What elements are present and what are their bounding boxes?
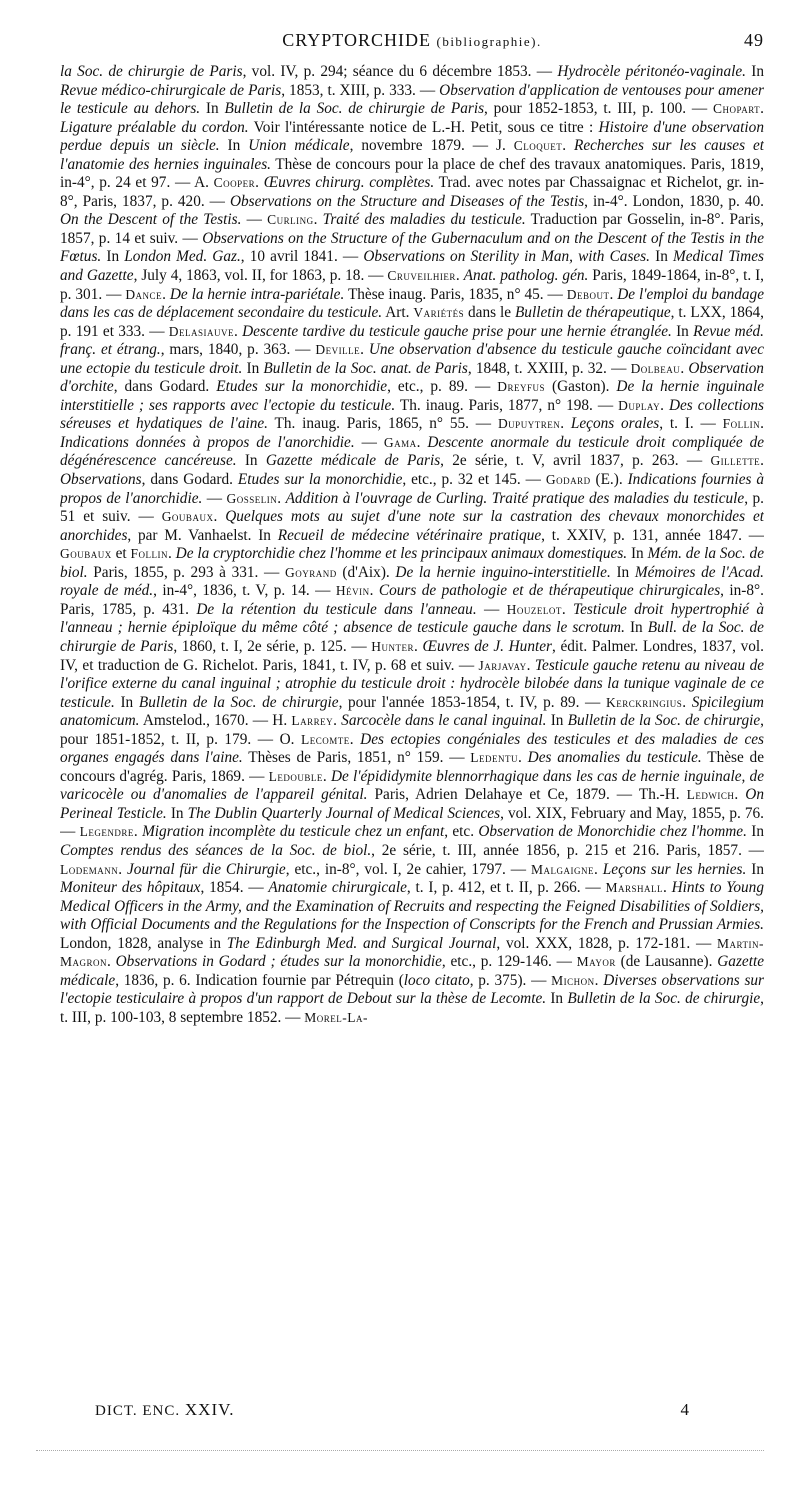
author-name: Morel-La- xyxy=(304,1009,369,1025)
author-name: Malgaigne xyxy=(531,861,595,877)
italic-title: Etudes sur la monorchidie xyxy=(216,378,388,396)
citation-text: . xyxy=(234,322,243,340)
citation-text: . xyxy=(360,341,369,359)
author-name: Kerckringius xyxy=(606,694,683,710)
italic-title: De la hernie inguinale interstitielle ; ses rapports avec l'ectopie du testicule. xyxy=(60,378,764,414)
citation-text: In xyxy=(242,359,264,377)
citation-text: , p. 375). — xyxy=(469,971,552,989)
citation-text: In xyxy=(745,63,764,80)
citation-text: , t. III, p. 100-103, 8 septembre 1852. — xyxy=(60,990,764,1026)
citation-text: , p. 51 et suiv. — xyxy=(60,489,764,526)
italic-title: Des anomalies du testicule. xyxy=(527,749,702,767)
citation-text: In xyxy=(610,563,635,581)
citation-text: , etc. xyxy=(444,823,479,841)
citation-text: . xyxy=(167,545,176,563)
author-name: Larrey xyxy=(291,713,334,729)
italic-title: Moniteur des hôpitaux xyxy=(60,879,201,897)
italic-title: Revue méd. franç. et étrang. xyxy=(60,322,764,359)
citation-text: . xyxy=(369,582,379,600)
italic-title: Observations xyxy=(60,471,142,489)
italic-title: Spicilegium anatomicum. xyxy=(60,693,764,730)
italic-title: loco citato xyxy=(403,971,470,989)
citation-text: In xyxy=(219,137,249,155)
citation-text: Traduction par Gosselin, in-8°. Paris, 1857, p. 14 et suiv. — xyxy=(60,211,764,247)
italic-title: Des collections séreuses et hydatiques de l'aine. xyxy=(60,396,764,433)
italic-title: Testicule droit hypertrophié à l'anneau ; hernie épiploïque du même côté ; absence de testicule gauche dans le scrotum. xyxy=(60,600,764,637)
citation-text: . xyxy=(594,860,603,878)
citation-text: , t. XXIV, p. 131, année 1847. — xyxy=(541,526,764,544)
header-title: CRYPTORCHIDE xyxy=(282,30,431,50)
citation-text: et xyxy=(111,545,131,563)
citation-text: , 1853, t. XIII, p. 333. — xyxy=(281,81,440,99)
citation-text: Art. xyxy=(382,304,414,322)
citation-text: . xyxy=(760,100,764,118)
italic-title: Migration incomplète du testicule chez un enfant xyxy=(142,823,445,841)
author-name: Mayor xyxy=(576,954,616,970)
citation-text: . xyxy=(562,137,574,155)
running-header xyxy=(60,30,764,56)
italic-title: De la hernie inguino-interstitielle. xyxy=(395,563,611,581)
citation-text: . xyxy=(518,749,528,767)
author-name: Gillette xyxy=(710,453,761,469)
citation-text: , vol. XIX, February and May, 1855, p. 76. — xyxy=(60,804,764,841)
citation-text: . xyxy=(213,508,226,526)
citation-text: In xyxy=(200,100,225,118)
citation-text: , 1860, t. I, 2e série, p. 125. — xyxy=(173,637,372,655)
citation-text: . xyxy=(662,879,672,897)
citation-text: Paris, 1855, p. 293 à 331. — xyxy=(87,563,285,581)
citation-text: . xyxy=(760,415,764,433)
italic-title: Œuvres de J. Hunter xyxy=(422,637,552,655)
italic-title: Bulletin de thérapeutique xyxy=(514,304,671,322)
italic-title: Medical Times and Gazette xyxy=(60,248,764,285)
author-name: Gosselin xyxy=(226,490,278,506)
italic-title: Recueil de médecine vétérinaire pratique xyxy=(277,526,542,544)
italic-title: Hints to Young Medical Officers in the Army, and the Examination of Recruits and respecting the Feigned Disabilities of Soldiers, with Official Documents and the Regulations for the Inspection of Conscripts for the French and Prussian Armies. xyxy=(60,879,764,934)
citation-text: , pour l'année 1853-1854, t. IV, p. 89. — xyxy=(338,693,606,711)
italic-title: The Edinburgh Med. and Surgical Journal xyxy=(226,934,497,952)
author-name: Ledentu xyxy=(470,750,519,766)
italic-title: Observations on the Structure and Diseases of the Testis xyxy=(229,192,585,210)
citation-text: . xyxy=(760,452,764,470)
italic-title: De l'épididymite blennorrhagique dans les cas de hernie inguinale, de varicocèle ou d'anomalies de l'appareil génital. xyxy=(60,767,764,804)
citation-text: . xyxy=(107,953,116,971)
citation-text: . xyxy=(594,971,604,989)
citation-text: (d'Aix). xyxy=(336,563,396,581)
citation-text: . xyxy=(560,415,571,433)
italic-title: Comptes rendus des séances de la Soc. de biol. xyxy=(60,841,372,859)
author-name: Follin xyxy=(130,546,168,562)
italic-title: Observation de Monorchidie chez l'homme. xyxy=(478,823,747,841)
italic-title: Testicule gauche retenu au niveau de l'orifice externe du canal inguinal ; atrophie du testicule droit : hydrocèle bilobée dans la tunique vaginale de ce testicule. xyxy=(60,656,764,711)
citation-text: , dans Godard. xyxy=(141,471,238,489)
author-name: Cruveilhier xyxy=(387,268,456,284)
italic-title: Hydrocèle péritonéo-vaginale. xyxy=(557,63,746,80)
citation-text: (de Lausanne). xyxy=(615,953,718,971)
italic-title: Union médicale xyxy=(248,137,350,155)
citation-text: . xyxy=(162,285,170,303)
italic-title: Journal für die Chirurgie xyxy=(127,860,286,878)
author-name: Lodemann xyxy=(60,861,119,877)
author-name: Goyrand xyxy=(284,564,337,580)
citation-text: . xyxy=(682,693,692,711)
italic-title: Bull. de la Soc. de chirurgie de Paris xyxy=(60,619,764,655)
italic-title: Bulletin de la Soc. de chirurgie de Paris xyxy=(224,100,485,118)
signature-mark xyxy=(95,1400,234,1420)
citation-text: , 10 avril 1841. — xyxy=(240,248,364,266)
running-title xyxy=(60,30,764,51)
citation-text: — xyxy=(476,600,507,618)
citation-text: London, 1828, analyse in xyxy=(60,934,227,952)
header-subtitle: (bibliographie). xyxy=(436,34,542,49)
italic-title: Leçons orales xyxy=(570,415,660,433)
italic-title: Observation d'orchite xyxy=(60,359,764,396)
author-name: Debout xyxy=(566,286,610,302)
citation-text: , etc., p. 32 et 145. — xyxy=(402,471,546,489)
citation-text: dans le xyxy=(464,304,515,322)
author-name: Dreyfus xyxy=(497,379,546,395)
bottom-dotted-rule xyxy=(36,1450,764,1453)
italic-title: Mém. de la Soc. de biol. xyxy=(60,545,764,581)
citation-text: . xyxy=(333,712,342,730)
citation-text: . xyxy=(660,396,669,414)
italic-title: Mémoires de l'Acad. royale de méd. xyxy=(60,563,764,600)
italic-title: London Med. Gaz. xyxy=(124,248,241,266)
italic-title: Etudes sur la monorchidie xyxy=(237,471,403,489)
italic-title: Bulletin de la Soc. anat. de Paris xyxy=(263,359,468,377)
citation-text: , pour 1852-1853, t. III, p. 100. — xyxy=(484,100,714,118)
citation-text: In xyxy=(236,452,266,470)
citation-text: In xyxy=(627,545,648,563)
author-name: Cooper xyxy=(213,175,256,191)
citation-text: In xyxy=(114,693,139,711)
italic-title: Indications données à propos de l'anorchidie. xyxy=(60,433,355,451)
italic-title: Observation d'application de ventouses pour amener le testicule au dehors. xyxy=(60,81,764,118)
italic-title: Gazette médicale xyxy=(60,953,764,989)
citation-text: . xyxy=(609,285,618,303)
author-name: Goubaux xyxy=(161,509,214,525)
citation-text: , 2e série, t. V, avril 1837, p. 263. — xyxy=(440,452,711,470)
citation-text: Amstelod., 1670. — H. xyxy=(139,712,292,730)
italic-title: On Perineal Testicle. xyxy=(60,786,764,822)
italic-title: De la rétention du testicule dans l'anneau. xyxy=(196,600,477,618)
page-number: 49 xyxy=(744,30,764,50)
signature-text: DICT. ENC. xyxy=(95,1403,181,1419)
author-name: Chopart xyxy=(713,101,761,117)
author-name: Legendre xyxy=(79,824,134,840)
citation-text: , pour 1851-1852, t. II, p. 179. — O. xyxy=(60,712,764,748)
citation-text: Paris, 1849-1864, in-8°, t. I, p. 301. — xyxy=(60,267,764,303)
citation-text: , in-8°. Paris, 1785, p. 431. xyxy=(60,582,764,618)
author-name: Godard xyxy=(545,472,591,488)
citation-text: , dans Godard. xyxy=(113,378,217,396)
author-name: Curling xyxy=(267,212,314,228)
italic-title: Quelques mots au sujet d'une note sur la castration des chevaux monorchides et anorchides xyxy=(60,508,764,544)
signature-volume: XXIV. xyxy=(184,1400,235,1419)
italic-title: Anat. patholog. gén. xyxy=(463,267,589,285)
italic-title: De l'emploi du bandage dans les cas de déplacement secondaire du testicule. xyxy=(60,285,764,322)
author-name: Ledouble xyxy=(268,768,323,784)
italic-title: On the Descent of the Testis. xyxy=(60,211,242,229)
author-name: Marshall xyxy=(605,880,663,896)
citation-text: , etc., p. 89. — xyxy=(387,378,498,396)
citation-text: In xyxy=(546,990,568,1008)
author-name: Variétés xyxy=(413,305,465,321)
citation-text: , in-4°. London, 1830, p. 40. xyxy=(584,192,764,210)
author-name: Lecomte xyxy=(301,731,350,747)
citation-text: (E.). xyxy=(590,471,628,489)
citation-text: . xyxy=(680,359,689,377)
citation-text: , etc., p. 129-146. — xyxy=(441,953,577,971)
citation-text: — xyxy=(202,489,227,507)
citation-text: In xyxy=(746,860,764,878)
italic-title: Recherches sur les causes et l'anatomie des hernies inguinales. xyxy=(60,137,764,173)
citation-text: , vol. XXX, 1828, p. 172-181. — xyxy=(496,934,718,952)
citation-text: . xyxy=(734,786,746,804)
citation-text: , vol. IV, p. 294; séance du 6 décembre 1853. — xyxy=(242,63,558,80)
citation-text: Thèse de concours d'agrég. Paris, 1869. — xyxy=(60,749,764,785)
citation-text: , 2e série, t. III, année 1856, p. 215 et 216. Paris, 1857. — xyxy=(371,841,764,859)
italic-title: Histoire d'une observation perdue depuis un siècle. xyxy=(60,118,764,155)
italic-title: la Soc. de chirurgie de Paris xyxy=(60,63,243,80)
citation-text: In xyxy=(649,248,673,266)
citation-text: In xyxy=(746,823,764,841)
italic-title: Observations on Sterility in Man, with Cases. xyxy=(363,248,650,266)
author-name: Houzelot xyxy=(506,601,562,617)
citation-text: Th. inaug. Paris, 1865, n° 55. — xyxy=(267,415,498,433)
citation-text: . xyxy=(455,267,464,285)
italic-title: De la hernie intra-pariétale. xyxy=(169,285,345,303)
author-name: Goubaux xyxy=(60,546,112,562)
citation-text: In xyxy=(624,619,648,637)
italic-title: Des ectopies congéniales des testicules et des maladies de ces organes engagés dans l'aine. xyxy=(60,730,764,767)
sheet-number: 4 xyxy=(680,1400,690,1419)
author-name: Deville xyxy=(315,342,361,358)
citation-text: . xyxy=(561,600,573,618)
italic-title: Œuvres chirurg. complètes. xyxy=(263,174,435,192)
citation-text: , t. LXX, 1864, p. 191 et 333. — xyxy=(60,304,764,340)
author-name: Ledwich xyxy=(686,787,735,803)
citation-text: , etc., in-8°, vol. I, 2e cahier, 1797. — xyxy=(285,860,532,878)
author-name: Duplay xyxy=(618,397,661,413)
citation-text: In xyxy=(166,804,188,822)
citation-text: . xyxy=(414,637,423,655)
citation-text: . xyxy=(255,174,264,192)
author-name: Dupuytren xyxy=(497,416,561,432)
citation-text: Thèse de concours pour la place de chef des travaux anatomiques. Paris, 1819, in-4°, p. 24 et 97. — A. xyxy=(60,155,764,192)
bibliography-paragraph xyxy=(60,63,764,1027)
citation-text: . xyxy=(349,730,361,748)
citation-text: , t. I. — xyxy=(659,415,723,433)
citation-text: — xyxy=(241,211,268,229)
citation-text: In xyxy=(671,322,694,340)
italic-title: Cours de pathologie et de thérapeutique chirurgicales xyxy=(378,582,721,600)
page-footer xyxy=(95,1400,690,1424)
citation-text: In xyxy=(546,712,568,730)
italic-title: De la cryptorchidie chez l'homme et les principaux animaux domestiques. xyxy=(175,545,628,563)
citation-text: , 1854. — xyxy=(200,879,269,897)
citation-text: , novembre 1879. — J. xyxy=(349,137,514,155)
citation-text: , 1836, p. 6. Indication fournie par Pétrequin ( xyxy=(115,971,404,989)
author-name: Hévin xyxy=(335,583,370,599)
author-name: Dance xyxy=(125,286,163,302)
italic-title: Bulletin de la Soc. de chirurgie xyxy=(138,693,339,711)
citation-text: . xyxy=(313,211,323,229)
citation-text: . xyxy=(277,489,286,507)
citation-text: , July 4, 1863, vol. II, for 1863, p. 18. — xyxy=(133,267,388,285)
italic-title: Ligature préalable du cordon. xyxy=(60,118,249,136)
citation-text: Paris, Adrien Delahaye et Ce, 1879. — Th.-H. xyxy=(367,786,687,804)
citation-text: , t. I, p. 412, et t. II, p. 266. — xyxy=(406,879,606,897)
citation-text: . xyxy=(118,860,128,878)
citation-text: , par M. Vanhaelst. In xyxy=(127,526,278,544)
citation-text: . xyxy=(416,433,428,451)
italic-title: Anatomie chirurgicale xyxy=(268,879,407,897)
citation-text: Thèse inaug. Paris, 1835, n° 45. — xyxy=(344,285,567,303)
italic-title: Une observation d'absence du testicule gauche coïncidant avec une ectopie du testicule droit. xyxy=(60,341,764,377)
citation-text: Th. inaug. Paris, 1877, n° 198. — xyxy=(395,396,619,414)
italic-title: Descente anormale du testicule droit compliquée de dégénérescence cancéreuse. xyxy=(60,433,764,470)
italic-title: Descente tardive du testicule gauche prise pour une hernie étranglée. xyxy=(242,322,672,340)
author-name: Follin xyxy=(722,416,761,432)
italic-title: Leçons sur les hernies. xyxy=(602,860,747,878)
citation-text: , 1848, t. XXIII, p. 32. — xyxy=(467,359,631,377)
author-name: Hunter xyxy=(371,638,415,654)
author-name: Martin-Magron xyxy=(60,935,764,970)
author-name: Michon xyxy=(551,972,595,988)
citation-text: — xyxy=(354,433,384,451)
italic-title: Observations on the Structure of the Gubernaculum and on the Descent of the Testis in the Fœtus. xyxy=(60,229,764,266)
italic-title: Bulletin de la Soc. de chirurgie xyxy=(567,712,761,730)
bibliography-text xyxy=(60,63,764,1373)
citation-text: . xyxy=(133,823,143,841)
citation-text: , édit. Palmer. Londres, 1837, vol. IV, et traduction de G. Richelot. Paris, 1841, t. IV, p. 68 et suiv. — xyxy=(60,637,764,674)
italic-title: The Dublin Quarterly Journal of Medical Sciences xyxy=(187,804,501,822)
citation-text: Thèses de Paris, 1851, n° 159. — xyxy=(242,749,471,767)
italic-title: Traité des maladies du testicule. xyxy=(322,211,526,229)
author-name: Cloquet xyxy=(513,138,563,154)
author-name: Jarjavay xyxy=(478,657,527,673)
italic-title: Bulletin de la Soc. de chirurgie xyxy=(567,990,761,1008)
italic-title: Diverses observations sur l'ectopie testiculaire à propos d'un rapport de Debout sur la thèse de Lecomte. xyxy=(60,971,764,1008)
citation-text: , mars, 1840, p. 363. — xyxy=(160,341,316,359)
citation-text: (Gaston). xyxy=(545,378,617,396)
citation-text: . xyxy=(322,767,331,785)
author-name: Dolbeau xyxy=(630,360,681,376)
italic-title: Revue médico-chirurgicale de Paris xyxy=(60,81,282,99)
author-name: Gama xyxy=(383,434,417,450)
author-name: Delasiauve xyxy=(168,323,235,339)
citation-text: Voir l'intéressante notice de L.-H. Petit, sous ce titre : xyxy=(248,118,599,136)
italic-title: Observations in Godard ; études sur la monorchidie xyxy=(115,953,442,971)
italic-title: Traité pratique des maladies du testicule xyxy=(491,489,745,507)
citation-text: , in-4°, 1836, t. V, p. 14. — xyxy=(153,582,336,600)
citation-text: In xyxy=(101,248,125,266)
citation-text: . xyxy=(526,656,535,674)
italic-title: Gazette médicale de Paris xyxy=(265,452,441,470)
italic-title: Sarcocèle dans le canal inguinal. xyxy=(341,712,547,730)
italic-title: Addition à l'ouvrage de Curling. xyxy=(285,489,488,507)
citation-text: Trad. avec notes par Chassaignac et Richelot, gr. in-8°, Paris, 1837, p. 420. — xyxy=(60,174,764,210)
italic-title: Indications fournies à propos de l'anorchidie. xyxy=(60,471,764,507)
